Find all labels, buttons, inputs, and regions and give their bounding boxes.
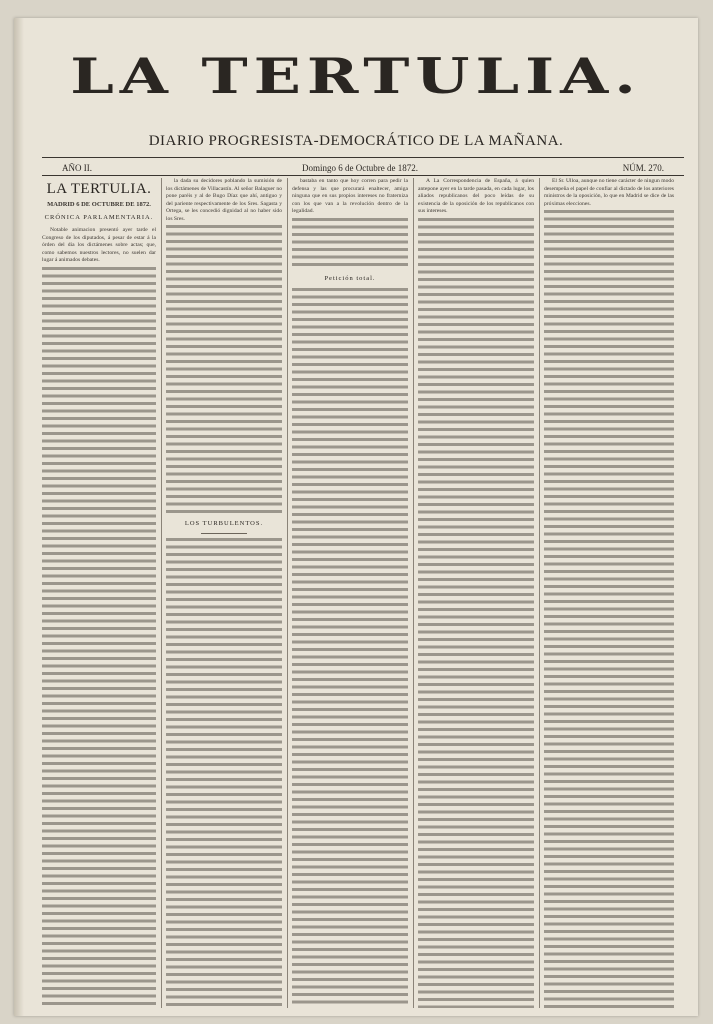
column-5 (544, 178, 674, 1008)
section-heading: CRÓNICA PARLAMENTARIA. (44, 214, 154, 221)
page-gutter (14, 18, 24, 1016)
article-text: El Sr. Ulloa, aunque no tiene carácter de ningun modo desempeña el papel de confiar al dictado de los anteriores ministros de la oposición, lo que en Madrid se dice de las próximas elecciones. (544, 178, 674, 207)
masthead-title: LA TERTULIA. (70, 48, 642, 105)
dateline: MADRID 6 DE OCTUBRE DE 1872. (47, 201, 151, 208)
article-text: Notable animacion presentó ayer tarde el Congreso de los diputados, á pesar de estar á la órden del dia los dictámenes sobre actas; que, como sabemos nuestros lectores, no suelen dar lugar á animados debates. (42, 227, 156, 263)
newspaper-page (14, 18, 698, 1016)
divider (201, 533, 247, 534)
column-divider (413, 178, 414, 1008)
column-paper-title: LA TERTULIA. (46, 181, 152, 197)
date-label: Domingo 6 de Octubre de 1872. (302, 163, 418, 173)
column-divider (539, 178, 540, 1008)
masthead-subtitle: DIARIO PROGRESISTA-DEMOCRÁTICO DE LA MAÑANA. (148, 133, 564, 149)
column-divider (287, 178, 288, 1008)
article-body (418, 218, 534, 1009)
column-4 (418, 178, 534, 1008)
column-1 (42, 178, 156, 1008)
rule-bottom (42, 175, 684, 176)
column-3 (292, 178, 408, 1008)
article-text: A La Correspondencia de España, á quien antepone ayer en la tarde pasada, en cada lugar, los aliados republicanos del poco leídas de su existencia de la oposición de los republicanos con sus intereses. (418, 178, 534, 214)
article-text: la dada su decidores poblando la sumisión de los dictámenes de Villacastín. Al señor Balaguer no pone paréis y al de Bugo Díaz que ahí, antiguo y del pariente respectivamente de los Sres. Sagasta y Ortega, se les concedió dignidad al no haber sido los Sres. (166, 178, 282, 222)
number-label: NÚM. 270. (622, 163, 664, 173)
section-heading: Petición total. (324, 274, 376, 282)
column-2 (166, 178, 282, 1008)
article-body (42, 267, 156, 1009)
rule-top (42, 157, 684, 158)
section-heading: LOS TURBULENTOS. (184, 520, 264, 527)
year-label: AÑO II. (62, 163, 92, 173)
column-divider (161, 178, 162, 1008)
article-body (292, 218, 408, 270)
info-bar (42, 161, 684, 175)
article-body (544, 210, 674, 1008)
article-body (292, 288, 408, 1009)
article-body (166, 538, 282, 1008)
article-body (166, 225, 282, 515)
article-text: bastaba en tanto que hoy corren para pedir la defensa y las que procurará enaltecer, amiga ninguna que en sus propios intereses no fraterniza con los que van a la revolución dentro de la legalidad. (292, 178, 408, 214)
